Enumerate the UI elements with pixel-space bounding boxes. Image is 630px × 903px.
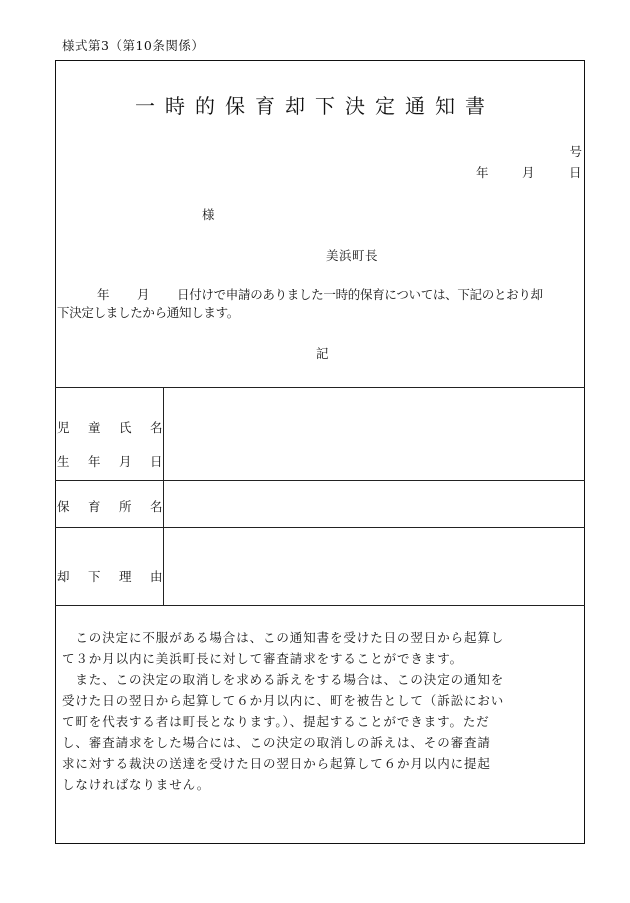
notice-line: て町を代表する者は町長となります。）、提起することができます。ただ (62, 714, 490, 729)
label-char: 年 (88, 454, 101, 469)
document-number-suffix: 号 (569, 144, 582, 159)
notice-line: 求に対する裁決の送達を受けた日の翌日から起算して６か月以内に提起 (62, 756, 491, 771)
intro-month-label: 月 (137, 287, 150, 302)
label-char: 育 (88, 499, 101, 514)
label-char: 童 (88, 420, 101, 435)
label-char: 名 (150, 420, 163, 435)
label-char: 児 (57, 420, 70, 435)
table-bottom-border (55, 605, 585, 606)
table-divider-1 (55, 480, 585, 481)
label-char: 下 (88, 569, 101, 584)
notice-line: また、この決定の取消しを求める訴えをする場合は、この決定の通知を (62, 672, 505, 687)
label-char: 由 (150, 569, 163, 584)
sender-name: 美浜町長 (326, 248, 379, 263)
ki-marker: 記 (316, 346, 329, 361)
form-label: 様式第3（第10条関係） (62, 38, 205, 53)
document-title: 一時的保育却下決定通知書 (135, 94, 495, 118)
notice-line: しなければなりません。 (62, 777, 211, 792)
label-char: 理 (119, 569, 132, 584)
table-divider-2 (55, 527, 585, 528)
date-month-label: 月 (522, 165, 535, 180)
intro-text: 日付けで申請のありました一時的保育については、下記のとおり却 (177, 287, 543, 302)
notice-line: て３か月以内に美浜町長に対して審査請求をすることができます。 (62, 651, 464, 666)
date-day-label: 日 (569, 165, 582, 180)
label-char: 所 (119, 499, 132, 514)
label-char: 日 (150, 454, 163, 469)
notice-line: この決定に不服がある場合は、この通知書を受けた日の翌日から起算し (62, 630, 505, 645)
table-top-border (55, 387, 585, 388)
table-column-divider (163, 387, 164, 605)
label-char: 却 (57, 569, 70, 584)
addressee-suffix: 様 (202, 207, 215, 222)
label-char: 生 (57, 454, 70, 469)
notice-line: し、審査請求をした場合には、この決定の取消しの訴えは、その審査請 (62, 735, 491, 750)
label-char: 名 (150, 499, 163, 514)
intro-year-label: 年 (97, 287, 110, 302)
intro-line-2: 下決定しましたから通知します。 (57, 305, 240, 320)
date-year-label: 年 (476, 165, 489, 180)
notice-line: 受けた日の翌日から起算して６か月以内に、町を被告として（訴訟におい (62, 693, 505, 708)
label-char: 月 (119, 454, 132, 469)
label-char: 保 (57, 499, 70, 514)
label-char: 氏 (119, 420, 132, 435)
